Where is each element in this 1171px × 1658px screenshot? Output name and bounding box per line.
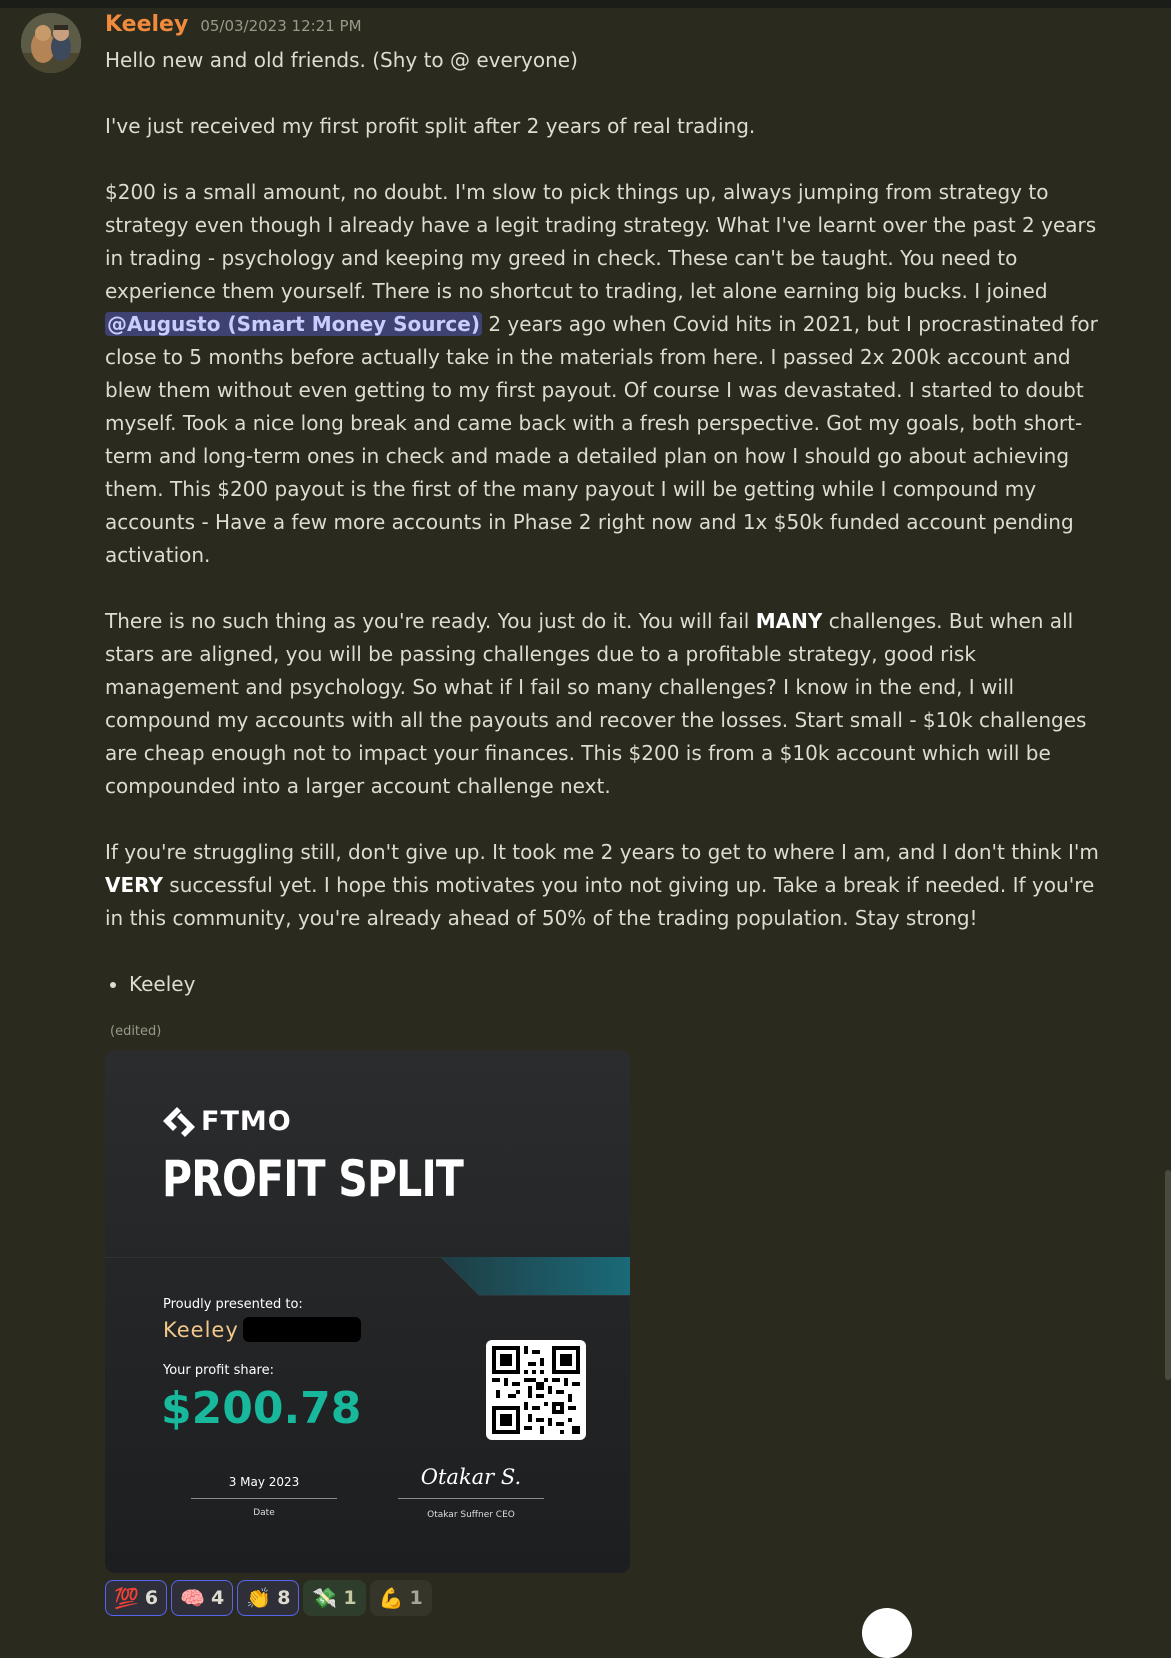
ceo-signature: Otakar S.: [420, 1465, 522, 1489]
message-paragraph: Hello new and old friends. (Shy to @ everyone): [105, 48, 578, 72]
bullet-item: • Keeley: [129, 968, 1105, 1001]
bold-text: MANY: [755, 609, 823, 633]
reaction-flexed-biceps[interactable]: [370, 1580, 432, 1616]
recipient-row: [163, 1317, 361, 1342]
reaction-brain[interactable]: [171, 1580, 233, 1616]
ftmo-logo-icon: [163, 1107, 195, 1137]
recipient-name: Keeley: [163, 1317, 239, 1342]
ftmo-logo: [163, 1106, 292, 1137]
reaction-count: 8: [277, 1587, 291, 1609]
message-paragraph: I've just received my first profit split after 2 years of real trading.: [105, 114, 756, 138]
reaction-money-with-wings[interactable]: [303, 1580, 365, 1616]
qr-code-pattern: [492, 1346, 580, 1434]
message-paragraph: [105, 176, 1105, 572]
reaction-count: 1: [409, 1587, 423, 1609]
certificate-date: 3 May 2023: [228, 1475, 300, 1489]
brand-name: FTMO: [201, 1106, 292, 1137]
profit-amount: $200.78: [161, 1383, 362, 1434]
date-line: [191, 1498, 337, 1499]
hundred-points-icon: 💯: [114, 1586, 139, 1610]
profit-share-label: Your profit share:: [163, 1363, 274, 1378]
signer-name: Otakar Suffner CEO: [427, 1510, 515, 1520]
bullet-list: [105, 968, 1105, 1001]
paragraph-text: challenges. But when all stars are aligned, you will be passing challenges due to a profitable strategy, good risk management and psychology. So what if I fail so many challenges? I know in the end, I will compound my accounts with all the payouts and recover the losses. Start small - $10k challenges are cheap enough not to impact your finances. This $200 is from a $10k account which will be compounded into a larger account challenge next.: [105, 609, 1087, 798]
paragraph-text: There is no such thing as you're ready. You just do it. You will fail: [105, 609, 750, 633]
reaction-count: 1: [343, 1587, 357, 1609]
jump-to-present-button[interactable]: [862, 1608, 912, 1658]
avatar-image: [21, 13, 81, 73]
avatar[interactable]: [21, 13, 81, 73]
flexed-biceps-icon: 💪: [378, 1586, 404, 1610]
reaction-count: 4: [211, 1587, 225, 1609]
message-paragraph: [105, 836, 1105, 935]
reaction-clapping-hands[interactable]: [237, 1580, 299, 1616]
paragraph-text: If you're struggling still, don't give up. It took me 2 years to get to where I am, and I don't think I'm: [105, 840, 1099, 864]
presented-to-label: Proudly presented to:: [163, 1297, 303, 1312]
clapping-hands-icon: 👏: [246, 1586, 272, 1610]
reaction-count: 6: [144, 1587, 159, 1609]
edited-label: (edited): [110, 1024, 162, 1039]
paragraph-text: $200 is a small amount, no doubt. I'm slow to pick things up, always jumping from strategy to strategy even though I already have a legit trading strategy. What I've learnt over the past 2 years in trading - psychology and keeping my greed in check. These can't be taught. You need to experience them yourself. There is no shortcut to trading, let alone earning big bucks. I joined: [105, 180, 1097, 303]
reactions-bar: [105, 1580, 432, 1616]
qr-code: [486, 1340, 586, 1440]
user-mention[interactable]: @Augusto (Smart Money Source): [107, 312, 480, 336]
redacted-surname: [243, 1317, 361, 1342]
profit-split-certificate-image[interactable]: [105, 1050, 630, 1573]
decorative-band: [105, 1257, 630, 1297]
window-top-bar: [0, 0, 1171, 8]
certificate-title: PROFIT SPLIT: [162, 1150, 464, 1208]
reaction-hundred-points[interactable]: [105, 1580, 167, 1616]
message-paragraph: [105, 605, 1105, 803]
money-with-wings-icon: 💸: [312, 1586, 338, 1610]
scrollbar-thumb[interactable]: [1165, 1170, 1171, 1380]
paragraph-text: successful yet. I hope this motivates you into not giving up. Take a break if needed. If you're in this community, you're already ahead of 50% of the trading population. Stay strong!: [105, 873, 1095, 930]
message-header: [105, 12, 362, 44]
date-label: Date: [253, 1508, 275, 1518]
paragraph-text: 2 years ago when Covid hits in 2021, but I procrastinated for close to 5 months before actually take in the materials from here. I passed 2x 200k account and blew them without even getting to my first payout. Of course I was devastated. I started to doubt myself. Took a nice long break and came back with a fresh perspective. Got my goals, both short-term and long-term ones in check and made a detailed plan on how I should go about achieving them. This $200 payout is the first of the many payout I will be getting while I compound my accounts - Have a few more accounts in Phase 2 right now and 1x $50k funded account pending activation.: [105, 312, 1098, 567]
author-name[interactable]: Keeley: [105, 12, 189, 37]
signature-line: [398, 1498, 544, 1499]
bold-text: VERY: [105, 873, 163, 897]
message-content: [105, 44, 1105, 1001]
message-timestamp: 05/03/2023 12:21 PM: [200, 17, 362, 35]
brain-icon: 🧠: [180, 1586, 206, 1610]
